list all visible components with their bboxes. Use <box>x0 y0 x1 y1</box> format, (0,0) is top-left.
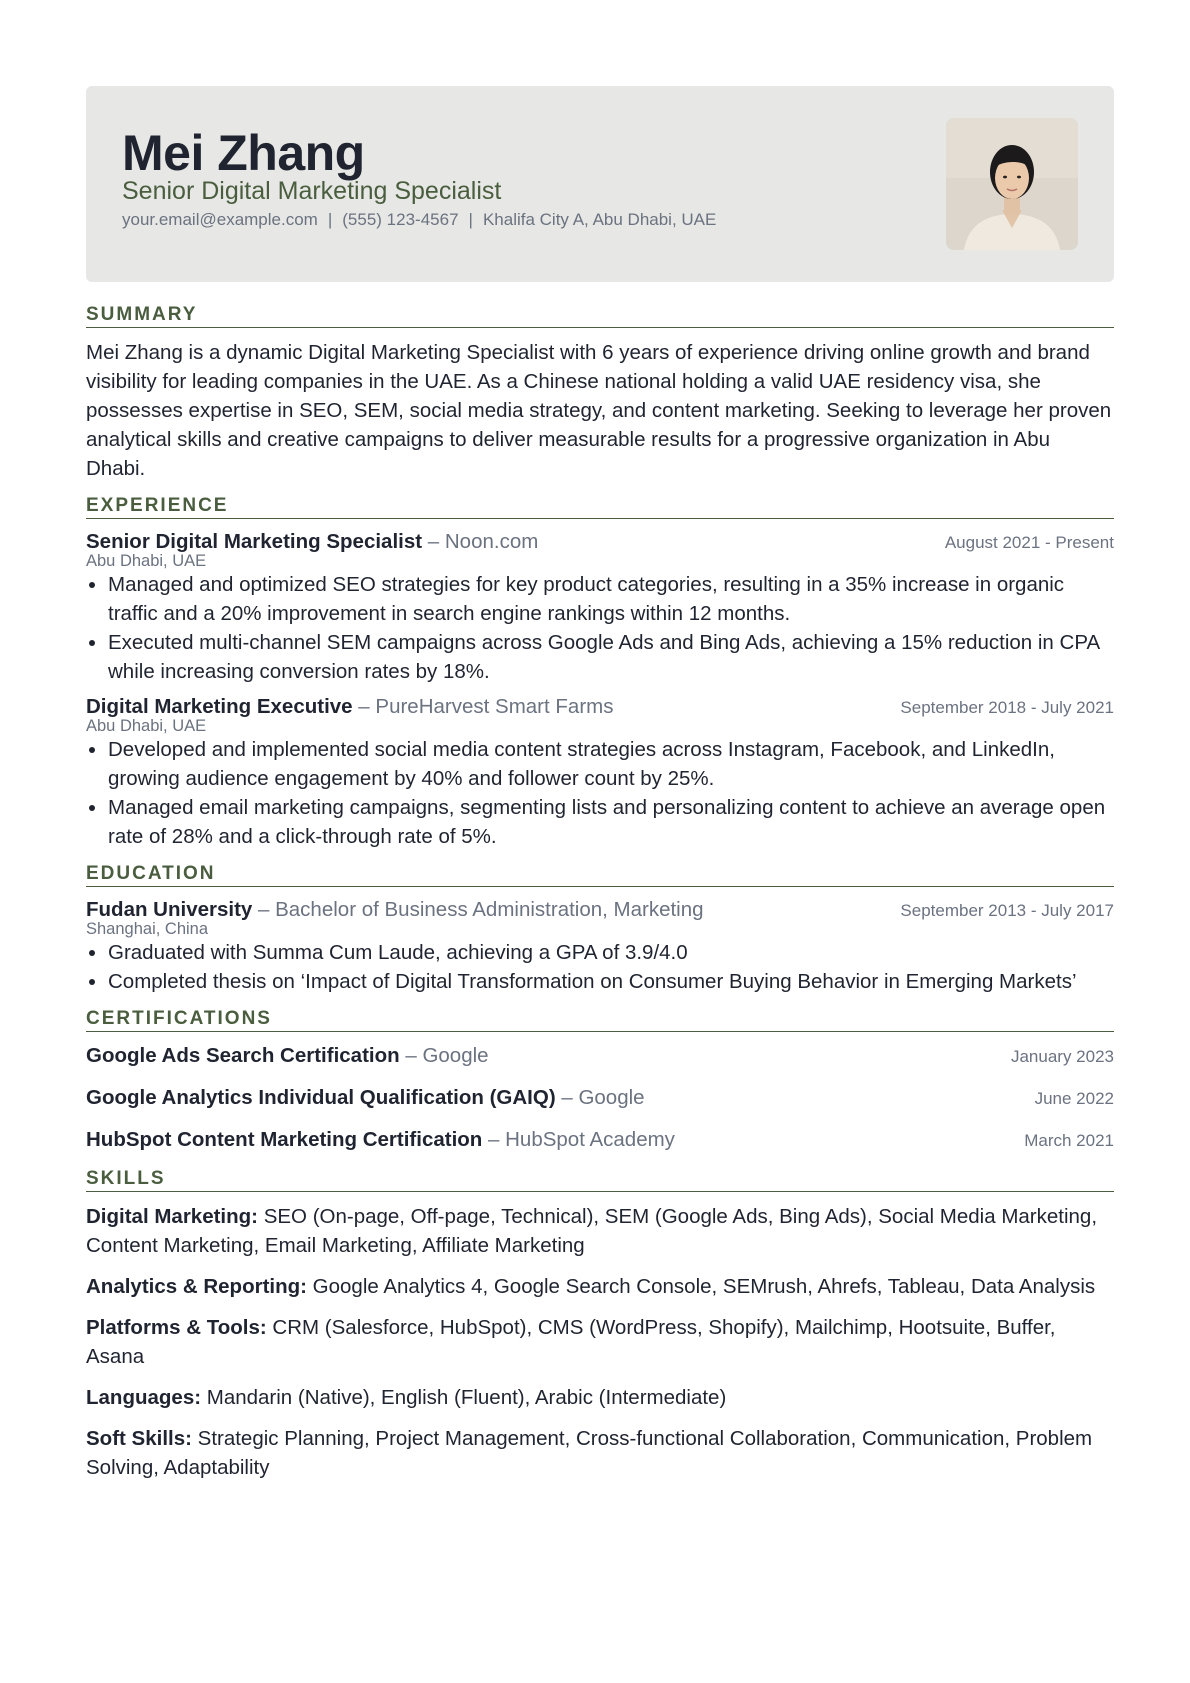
skill-category: Soft Skills: <box>86 1427 192 1450</box>
experience-entry <box>86 694 1114 851</box>
school-name: Fudan University <box>86 898 253 921</box>
bullet-item: • Developed and implemented social media content strategies across Instagram, Facebook, and LinkedIn, growing audience engagement by 40% and follower count by 25%. <box>108 735 1114 793</box>
job-dates: August 2021 - Present <box>944 533 1114 552</box>
bullet-item: • Managed and optimized SEO strategies for key product categories, resulting in a 35% increase in organic traffic and a 20% improvement in search engine rankings within 12 months. <box>108 570 1114 628</box>
summary-text: Mei Zhang is a dynamic Digital Marketing Specialist with 6 years of experience driving online growth and brand visibility for leading companies in the UAE. As a Chinese national holding a valid UAE residency visa, she possesses expertise in SEO, SEM, social media strategy, and content marketing. Seeking to leverage her proven analytical skills and creative campaigns to deliver measurable results for a progressive organization in Abu Dhabi. <box>86 341 1112 480</box>
skill-row <box>86 1383 1114 1412</box>
school-location: Shanghai, China <box>86 920 209 938</box>
skills-heading: SKILLS <box>86 1168 1114 1192</box>
certification-issuer: – Google <box>405 1044 489 1067</box>
contact-email: your.email@example.com <box>122 210 318 229</box>
job-role: Senior Digital Marketing Specialist <box>86 530 423 553</box>
job-location: Abu Dhabi, UAE <box>86 717 207 735</box>
contact-location: Khalifa City A, Abu Dhabi, UAE <box>482 210 717 229</box>
job-bullets <box>86 735 1114 851</box>
certification-name: Google Ads Search Certification <box>86 1044 400 1067</box>
bullet-item: • Executed multi-channel SEM campaigns across Google Ads and Bing Ads, achieving a 15% reduction in CPA while increasing conversion rates by 18%. <box>108 628 1114 686</box>
skill-row <box>86 1424 1114 1482</box>
skill-list: Google Analytics 4, Google Search Console, SEMrush, Ahrefs, Tableau, Data Analysis <box>312 1275 1096 1298</box>
skill-row <box>86 1272 1114 1301</box>
skill-list: Strategic Planning, Project Management, Cross-functional Collaboration, Communication, Problem Solving, Adaptability <box>86 1427 1093 1479</box>
skill-category: Languages: <box>86 1386 202 1409</box>
bullet-item: • Completed thesis on ‘Impact of Digital Transformation on Consumer Buying Behavior in Emerging Markets’ <box>108 967 1114 996</box>
skill-row <box>86 1313 1114 1371</box>
profile-photo <box>946 118 1078 250</box>
profile-photo-image <box>946 118 1078 250</box>
skill-list: SEO (On-page, Off-page, Technical), SEM (Google Ads, Bing Ads), Social Media Marketing, Content Marketing, Email Marketing, Affiliate Marketing <box>86 1205 1098 1257</box>
education-dates: September 2013 - July 2017 <box>900 901 1114 920</box>
certification-name: HubSpot Content Marketing Certification <box>86 1128 483 1151</box>
skill-row <box>86 1202 1114 1260</box>
experience-heading: EXPERIENCE <box>86 495 1114 519</box>
certification-issuer: – HubSpot Academy <box>488 1128 675 1151</box>
contact-separator: | <box>468 210 473 229</box>
education-heading: EDUCATION <box>86 863 1114 887</box>
degree: – Bachelor of Business Administration, Marketing <box>258 898 704 921</box>
job-company: – PureHarvest Smart Farms <box>358 695 614 718</box>
certification-date: January 2023 <box>1010 1047 1114 1066</box>
job-bullets <box>86 570 1114 686</box>
candidate-title: Senior Digital Marketing Specialist <box>122 177 502 205</box>
contact-separator: | <box>327 210 333 229</box>
job-dates: September 2018 - July 2021 <box>900 698 1114 717</box>
skill-list: CRM (Salesforce, HubSpot), CMS (WordPress, Shopify), Mailchimp, Hootsuite, Buffer, Asana <box>86 1316 1056 1368</box>
resume-header <box>86 86 1114 282</box>
education-bullets <box>86 938 1114 996</box>
certification-date: March 2021 <box>1024 1131 1114 1150</box>
certification-item <box>86 1126 1114 1154</box>
skill-category: Digital Marketing: <box>86 1205 258 1228</box>
skill-category: Platforms & Tools: <box>86 1316 267 1339</box>
certifications-heading: CERTIFICATIONS <box>86 1008 1114 1032</box>
certification-date: June 2022 <box>1034 1089 1114 1108</box>
bullet-item: • Managed email marketing campaigns, segmenting lists and personalizing content to achieve an average open rate of 28% and a click-through rate of 5%. <box>108 793 1114 851</box>
summary-heading: SUMMARY <box>86 304 1114 328</box>
resume-content <box>86 300 1114 1494</box>
contact-line <box>122 210 716 230</box>
certification-item <box>86 1042 1114 1070</box>
job-company: – Noon.com <box>427 530 539 553</box>
certification-item <box>86 1084 1114 1112</box>
skill-category: Analytics & Reporting: <box>86 1275 307 1298</box>
job-role: Digital Marketing Executive <box>86 695 353 718</box>
contact-phone: (555) 123-4567 <box>342 210 459 229</box>
education-entry <box>86 897 1114 996</box>
job-location: Abu Dhabi, UAE <box>86 552 207 570</box>
certification-issuer: – Google <box>561 1086 645 1109</box>
certification-name: Google Analytics Individual Qualification (GAIQ) <box>86 1086 556 1109</box>
bullet-item: • Graduated with Summa Cum Laude, achieving a GPA of 3.9/4.0 <box>108 938 1114 967</box>
skill-list: Mandarin (Native), English (Fluent), Arabic (Intermediate) <box>206 1386 727 1409</box>
experience-entry <box>86 529 1114 686</box>
candidate-name: Mei Zhang <box>122 125 365 181</box>
